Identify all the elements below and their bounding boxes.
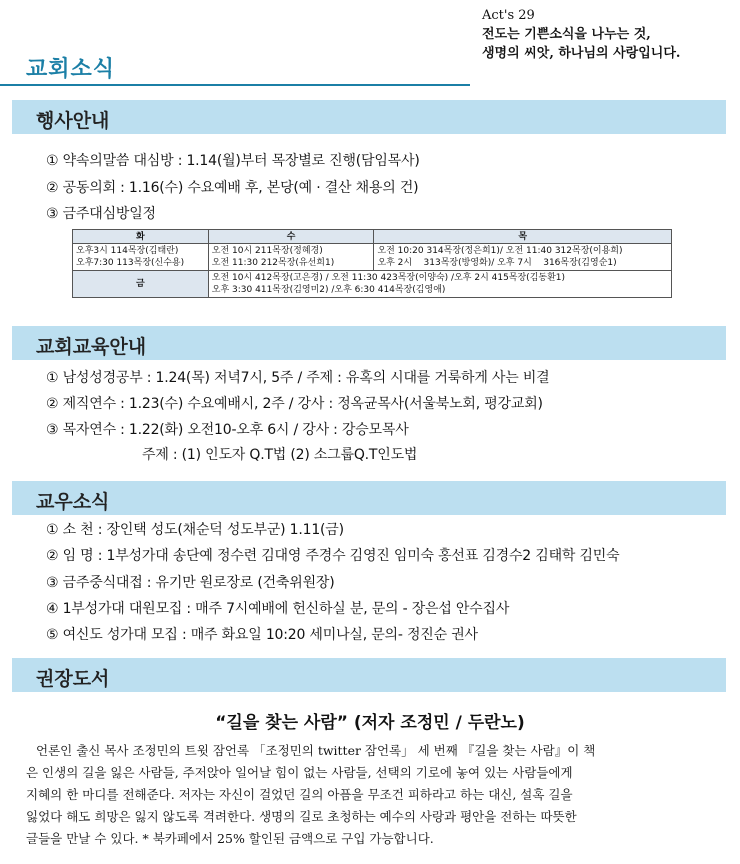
member-item-5: ⑤ 여신도 성가대 모집 : 매주 화요일 10:20 세미나실, 문의- 정진순 권사 — [46, 627, 478, 643]
col-header-thu: 목 — [374, 230, 672, 244]
members-heading: 교우소식 — [36, 491, 110, 513]
member-item-1: ① 소 천 : 장인택 성도(채순덕 성도부군) 1.11(금) — [46, 522, 344, 538]
schedule-entry: 오전 11:30 212목장(유선희1) — [211, 258, 335, 268]
table-header-row — [73, 230, 672, 244]
title-underline — [0, 84, 470, 86]
members-heading-band — [12, 481, 726, 515]
event-item-3: ③ 금주대심방일정 — [46, 206, 156, 222]
verse-block — [482, 6, 680, 63]
schedule-entry: 오전 10시 412목장(고은경) / 오전 11:30 423목장(이양숙) /오후 2시 415목장(김동환1) — [211, 273, 566, 283]
col-header-wed: 수 — [208, 230, 374, 244]
book-title: “길을 찾는 사람” (저자 조정민 / 두란노) — [215, 713, 525, 733]
paragraph-line: 은 인생의 길을 잃은 사람들, 주저앉아 일어날 힘이 없는 사람들, 선택의 기로에 놓여 있는 사람들에게 — [26, 765, 573, 780]
schedule-entry: 오후3시 114목장(김태란) — [76, 246, 179, 256]
table-row — [73, 244, 672, 271]
schedule-entry: 오전 10:20 314목장(정은희1)/ 오전 11:40 312목장(이용희) — [377, 246, 623, 256]
education-heading: 교회교육안내 — [36, 336, 147, 358]
page-title: 교회소식 — [26, 57, 116, 82]
event-item-2: ② 공동의회 : 1.16(수) 수요예배 후, 본당(예 · 결산 채용의 건) — [46, 180, 419, 196]
schedule-entry: 오후 2시 313목장(방영화)/ 오후 7시 316목장(김영순1) — [377, 258, 617, 268]
event-item-1: ① 약속의말씀 대심방 : 1.14(월)부터 목장별로 진행(담임목사) — [46, 153, 420, 169]
paragraph-line: 언론인 출신 목사 조정민의 트윗 잠언록 「조정민의 twitter 잠언록」 세 번째 『길을 찾는 사람』이 책 — [36, 743, 596, 758]
events-heading: 행사안내 — [36, 110, 110, 132]
books-heading-band — [12, 658, 726, 692]
schedule-entry: 오전 10시 211목장(정혜경) — [211, 246, 323, 256]
books-heading: 권장도서 — [36, 668, 110, 690]
member-item-4: ④ 1부성가대 대원모집 : 매주 7시예배에 헌신하실 분, 문의 - 장은섭 안수집사 — [46, 601, 510, 617]
verse-line-1: 전도는 기쁜소식을 나누는 것, — [482, 27, 651, 42]
paragraph-line: 글들을 만날 수 있다. * 북카페에서 25% 할인된 금액으로 구입 가능합니다. — [26, 831, 434, 846]
table-cell — [208, 271, 671, 298]
verse-reference: Act's 29 — [482, 8, 535, 23]
visit-schedule-table — [72, 229, 672, 298]
schedule-entry: 오후7:30 113목장(신수용) — [76, 258, 185, 268]
verse-line-2: 생명의 씨앗, 하나님의 사랑입니다. — [482, 46, 681, 61]
schedule-entry: 오후 3:30 411목장(김영미2) /오후 6:30 414목장(김영애) — [211, 285, 446, 295]
friday-label: 금 — [73, 271, 209, 298]
events-heading-band — [12, 100, 726, 134]
paragraph-line: 잃었다 해도 희망은 잃지 않도록 격려한다. 생명의 길로 초청하는 예수의 사랑과 평안을 전하는 따뜻한 — [26, 809, 577, 824]
table-row — [73, 271, 672, 298]
table-cell — [374, 244, 672, 271]
table-cell — [73, 244, 209, 271]
education-item-2: ② 제직연수 : 1.23(수) 수요예배시, 2주 / 강사 : 정옥균목사(서울북노회, 평강교회) — [46, 396, 543, 412]
member-item-2: ② 임 명 : 1부성가대 송단예 정수련 김대영 주경수 김영진 임미숙 홍선표 김경수2 김태학 김민숙 — [46, 548, 620, 564]
education-item-1: ① 남성성경공부 : 1.24(목) 저녁7시, 5주 / 주제 : 유혹의 시대를 거룩하게 사는 비결 — [46, 370, 550, 386]
education-item-3: ③ 목자연수 : 1.22(화) 오전10-오후 6시 / 강사 : 강승모목사 — [46, 422, 409, 438]
book-description — [26, 740, 720, 850]
paragraph-line: 지혜의 한 마디를 전해준다. 저자는 자신이 걸었던 길의 아픔을 무조건 피하라고 하는 대신, 설혹 길을 — [26, 787, 573, 802]
education-item-3-topic: 주제 : (1) 인도자 Q.T법 (2) 소그룹Q.T인도법 — [142, 447, 418, 463]
col-header-tue: 화 — [73, 230, 209, 244]
member-item-3: ③ 금주중식대접 : 유기만 원로장로 (건축위원장) — [46, 575, 335, 591]
table-cell — [208, 244, 374, 271]
